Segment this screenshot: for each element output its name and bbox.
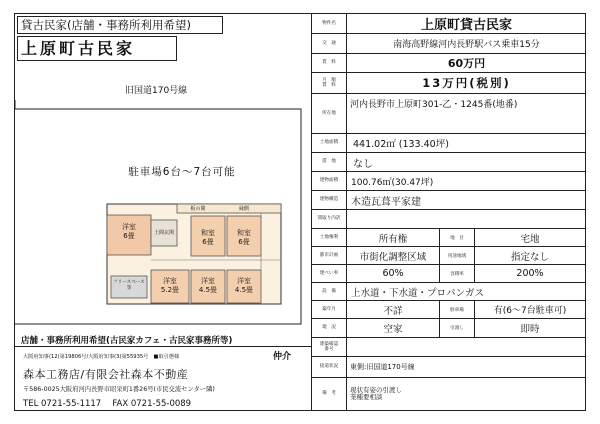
label-zone: 用途地域 [439,247,475,264]
row-urban [312,247,586,265]
row-remarks [312,378,586,410]
row-building-area [312,172,586,191]
landcat-value: 宅地 [520,233,540,245]
row-rent [312,54,586,73]
row-lease [312,153,586,172]
label-access: 交 通 [312,34,347,53]
status-value: 空家 [383,324,403,335]
urban-value: 市街化調整区域 [359,251,427,263]
row-access [312,34,586,54]
right-value: 所有権 [378,233,408,245]
label-bcr: 建ぺい率 [312,265,347,282]
room-west: 洋室 6畳 [122,223,136,240]
room-veranda: 縁側 [238,206,249,212]
left-panel [15,14,311,410]
room-south-1: 洋室 5.2畳 [160,277,180,294]
label-name: 物件名 [312,14,347,33]
room-board: 板の間 [190,206,206,212]
room-south-2: 洋室 4.5畳 [198,277,218,294]
road-value: 東側:旧国道170号線 [350,363,415,371]
row-facility [312,283,586,301]
property-flyer [14,13,586,411]
room-free-space: フリースペース 等 [113,280,145,291]
label-road: 接道状況 [312,357,347,377]
parking-note: 駐車場6台～7台可能 [101,162,263,182]
building-area-value: 100.76㎡(30.47坪) [351,177,434,188]
layout-value [347,210,586,228]
details-table [311,14,586,410]
row-built [312,301,586,319]
location-value: 河内長野市上原町301-乙・1245番(地番) [350,100,518,110]
zone-value: 指定なし [510,251,549,263]
license-number: 大阪府知事(12)第19806号/大阪府知事(3)第55935号 ■取引態様 [23,354,180,360]
road-label: 旧国道170号線 [125,86,188,96]
label-urban: 都市計画 [312,247,347,264]
row-land [312,134,586,153]
listing-type-label: 貸古民家(店舗・事務所利用希望) [17,16,223,34]
property-name: 上原町貸古民家 [420,18,512,33]
check-value [347,338,586,356]
room-south-3: 洋室 4.5畳 [234,277,254,294]
land-value: 441.02㎡ (133.40坪) [353,139,449,150]
room-entrance: 土間玄関 [153,230,174,236]
label-layout: 間取り内訳 [312,210,347,228]
row-location [312,94,586,134]
use-note: 店舗・事務所利用希望(古民家カフェ・古民家事務所等) [21,336,233,346]
label-right: 土地権利 [312,229,347,246]
monthly-value: 13万円(税別) [422,76,511,90]
parking-value: 有(6～7台駐車可) [493,306,567,316]
company-name: 森本工務店/有限会社森本不動産 [23,368,189,381]
label-far: 容積率 [439,265,475,282]
handover-value: 即時 [520,324,540,335]
label-remarks: 備 考 [312,378,347,410]
label-land: 土地面積 [312,134,347,152]
row-layout [312,210,586,229]
structure-value: 木造瓦葺平家建 [351,196,421,208]
lease-value: なし [353,158,373,170]
row-name [312,14,586,34]
agent-block [15,346,311,411]
facility-value: 上水道・下水道・プロパンガス [351,287,485,299]
row-monthly [312,73,586,94]
label-parking: 駐車場 [439,301,475,318]
far-value: 200% [516,268,544,279]
rent-value: 60万円 [447,57,486,70]
row-road [312,357,586,378]
row-structure [312,191,586,210]
label-lease: 借 地 [312,153,347,171]
row-ratio [312,265,586,283]
company-address: 〒586-0025大阪府河内長野市昭栄町1番26号(市民交流センター隣) [23,386,215,393]
label-location: 所在地 [312,94,347,133]
label-built: 築年月 [312,301,347,318]
label-structure: 建物構造 [312,191,347,209]
bcr-value: 60% [382,268,404,279]
label-rent: 賃 料 [312,54,347,72]
label-check: 建築確認 番号 [312,338,347,356]
site-plan-drawing [15,100,311,332]
room-tatami-2: 和室 6畳 [237,229,251,246]
row-right [312,229,586,247]
row-status [312,319,586,338]
label-monthly: 月 額 賃 料 [312,73,347,93]
built-value: 不詳 [383,305,403,317]
label-facility: 設 備 [312,283,347,300]
label-handover: 引渡し [439,319,475,337]
page-title: 上原町古民家 [17,36,177,61]
room-tatami-1: 和室 6畳 [201,229,215,246]
access-value: 南海高野線河内長野駅バス乗車15分 [393,40,540,50]
company-phone: TEL 0721-55-1117 FAX 0721-55-0089 [23,399,192,409]
transaction-type: 仲介 [273,352,292,362]
remarks-value: 現状有姿の引渡し 業種要相談 [350,385,402,401]
site-plan [15,100,311,332]
row-check [312,338,586,357]
label-status: 現 況 [312,319,347,337]
label-landcat: 地 目 [439,229,475,246]
label-building-area: 建物面積 [312,172,347,190]
